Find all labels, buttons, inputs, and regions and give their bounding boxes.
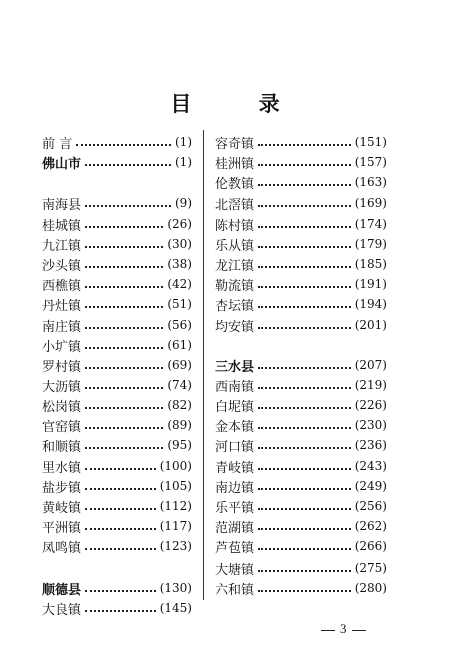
toc-entry-page: (1) xyxy=(175,155,192,169)
toc-entry-page: (56) xyxy=(167,318,192,332)
toc-entry-page: (191) xyxy=(354,277,387,291)
dot-leader xyxy=(258,387,351,389)
toc-entry xyxy=(42,152,192,172)
toc-entry-page: (163) xyxy=(354,175,387,189)
dot-leader xyxy=(258,447,351,449)
page-footer xyxy=(316,621,371,637)
toc-entry xyxy=(42,598,192,618)
footer-dash xyxy=(352,630,366,631)
toc-entry xyxy=(215,395,387,415)
toc-entry xyxy=(42,335,192,355)
toc-entry xyxy=(42,193,192,213)
toc-entry-page: (112) xyxy=(159,499,192,513)
dot-leader xyxy=(258,528,351,530)
dot-leader xyxy=(258,548,351,550)
toc-entry xyxy=(42,578,192,598)
toc-entry xyxy=(215,315,387,335)
toc-entry-name: 大塘镇 xyxy=(215,562,255,578)
toc-entry-name: 和顺镇 xyxy=(42,439,82,455)
dot-leader xyxy=(258,246,351,248)
toc-entry-name: 西南镇 xyxy=(215,379,255,395)
toc-entry-name: 南海县 xyxy=(42,197,82,213)
toc-entry xyxy=(215,355,387,375)
toc-entry-name: 平洲镇 xyxy=(42,520,82,536)
toc-entry-page: (185) xyxy=(354,257,387,271)
toc-entry-name: 沙头镇 xyxy=(42,258,82,274)
toc-entry xyxy=(42,496,192,516)
toc-entry xyxy=(42,536,192,556)
toc-entry-page: (38) xyxy=(167,257,192,271)
toc-entry-name: 松岗镇 xyxy=(42,399,82,415)
dot-leader xyxy=(258,508,351,510)
toc-entry xyxy=(215,234,387,254)
toc-entry xyxy=(42,476,192,496)
toc-entry-page: (169) xyxy=(354,196,387,210)
toc-entry xyxy=(215,193,387,213)
toc-entry xyxy=(42,315,192,335)
toc-entry-name: 芦苞镇 xyxy=(215,540,255,556)
dot-leader xyxy=(258,427,351,429)
toc-entry-name: 前 言 xyxy=(42,136,73,152)
toc-entry xyxy=(42,274,192,294)
toc-entry xyxy=(42,214,192,234)
toc-entry xyxy=(215,254,387,274)
dot-leader xyxy=(258,205,351,207)
toc-entry-page: (256) xyxy=(354,499,387,513)
toc-entry-page: (42) xyxy=(167,277,192,291)
page-title: 目 录 xyxy=(170,92,310,116)
toc-entry-name: 大良镇 xyxy=(42,602,82,618)
toc-entry-name: 南庄镇 xyxy=(42,319,82,335)
dot-leader xyxy=(85,508,156,510)
toc-entry-page: (89) xyxy=(167,418,192,432)
toc-entry xyxy=(215,516,387,536)
dot-leader xyxy=(85,387,163,389)
toc-entry-page: (100) xyxy=(159,459,192,473)
toc-entry-name: 六和镇 xyxy=(215,582,255,598)
dot-leader xyxy=(85,468,156,470)
footer-dash xyxy=(321,630,335,631)
dot-leader xyxy=(258,590,351,592)
toc-entry-name: 龙江镇 xyxy=(215,258,255,274)
toc-entry-page: (249) xyxy=(354,479,387,493)
toc-entry-page: (145) xyxy=(159,601,192,615)
dot-leader xyxy=(258,488,351,490)
toc-entry-page: (69) xyxy=(167,358,192,372)
dot-leader xyxy=(85,306,163,308)
toc-entry-name: 黄岐镇 xyxy=(42,500,82,516)
dot-leader xyxy=(85,590,156,592)
toc-entry-page: (266) xyxy=(354,539,387,553)
toc-entry xyxy=(42,294,192,314)
toc-entry-page: (95) xyxy=(167,438,192,452)
dot-leader xyxy=(85,266,163,268)
toc-entry xyxy=(42,254,192,274)
toc-entry-name: 盐步镇 xyxy=(42,480,82,496)
toc-entry xyxy=(215,294,387,314)
toc-entry xyxy=(42,375,192,395)
toc-entry-name: 佛山市 xyxy=(42,156,82,172)
dot-leader xyxy=(85,407,163,409)
toc-entry-name: 陈村镇 xyxy=(215,218,255,234)
toc-entry-page: (226) xyxy=(354,398,387,412)
toc-entry-page: (157) xyxy=(354,155,387,169)
dot-leader xyxy=(258,327,351,329)
toc-entry-page: (219) xyxy=(354,378,387,392)
toc-entry-name: 范湖镇 xyxy=(215,520,255,536)
toc-entry-page: (61) xyxy=(167,338,192,352)
dot-leader xyxy=(85,610,156,612)
toc-entry-name: 桂城镇 xyxy=(42,218,82,234)
dot-leader xyxy=(85,226,163,228)
toc-entry-page: (207) xyxy=(354,358,387,372)
dot-leader xyxy=(258,184,351,186)
toc-entry xyxy=(215,558,387,578)
column-divider xyxy=(203,130,204,600)
toc-entry xyxy=(42,395,192,415)
dot-leader xyxy=(85,205,171,207)
toc-entry xyxy=(215,496,387,516)
dot-leader xyxy=(258,144,351,146)
toc-entry xyxy=(215,132,387,152)
dot-leader xyxy=(85,488,156,490)
toc-entry-page: (236) xyxy=(354,438,387,452)
toc-entry-name: 金本镇 xyxy=(215,419,255,435)
toc-entry-name: 顺德县 xyxy=(42,582,82,598)
toc-entry xyxy=(42,516,192,536)
toc-entry-name: 罗村镇 xyxy=(42,359,82,375)
dot-leader xyxy=(258,286,351,288)
toc-entry-page: (74) xyxy=(167,378,192,392)
dot-leader xyxy=(85,347,163,349)
dot-leader xyxy=(258,468,351,470)
toc-entry-page: (26) xyxy=(167,217,192,231)
toc-entry-name: 凤鸣镇 xyxy=(42,540,82,556)
dot-leader xyxy=(85,528,156,530)
toc-entry-name: 三水县 xyxy=(215,359,255,375)
toc-entry xyxy=(215,435,387,455)
toc-entry-page: (1) xyxy=(175,135,192,149)
dot-leader xyxy=(85,246,163,248)
toc-entry-name: 北滘镇 xyxy=(215,197,255,213)
dot-leader xyxy=(258,266,351,268)
toc-entry-page: (179) xyxy=(354,237,387,251)
toc-entry xyxy=(42,234,192,254)
toc-entry xyxy=(42,435,192,455)
toc-entry-name: 伦教镇 xyxy=(215,176,255,192)
toc-entry xyxy=(215,536,387,556)
toc-entry-page: (123) xyxy=(159,539,192,553)
dot-leader xyxy=(258,570,351,572)
dot-leader xyxy=(85,286,163,288)
page-number: 3 xyxy=(340,621,347,636)
toc-entry xyxy=(42,456,192,476)
toc-entry-page: (280) xyxy=(354,581,387,595)
toc-entry xyxy=(215,214,387,234)
toc-entry-name: 桂洲镇 xyxy=(215,156,255,172)
toc-entry xyxy=(215,476,387,496)
toc-entry-name: 容奇镇 xyxy=(215,136,255,152)
dot-leader xyxy=(258,306,351,308)
toc-entry-name: 乐平镇 xyxy=(215,500,255,516)
toc-entry-page: (275) xyxy=(354,561,387,575)
dot-leader xyxy=(258,164,351,166)
toc-entry xyxy=(215,172,387,192)
toc-entry-page: (194) xyxy=(354,297,387,311)
dot-leader xyxy=(85,427,163,429)
toc-entry xyxy=(42,355,192,375)
toc-entry-name: 青岐镇 xyxy=(215,460,255,476)
dot-leader xyxy=(85,447,163,449)
toc-entry xyxy=(215,415,387,435)
toc-entry-name: 西樵镇 xyxy=(42,278,82,294)
dot-leader xyxy=(85,164,171,166)
toc-entry-name: 南边镇 xyxy=(215,480,255,496)
dot-leader xyxy=(258,226,351,228)
dot-leader xyxy=(85,548,156,550)
toc-entry xyxy=(42,132,192,152)
toc-entry-page: (174) xyxy=(354,217,387,231)
toc-entry-name: 丹灶镇 xyxy=(42,298,82,314)
toc-entry-page: (82) xyxy=(167,398,192,412)
toc-entry-name: 杏坛镇 xyxy=(215,298,255,314)
toc-entry-page: (117) xyxy=(159,519,192,533)
toc-entry-page: (51) xyxy=(167,297,192,311)
toc-entry xyxy=(215,578,387,598)
toc-entry-page: (201) xyxy=(354,318,387,332)
dot-leader xyxy=(76,144,171,146)
toc-entry-page: (30) xyxy=(167,237,192,251)
dot-leader xyxy=(258,367,351,369)
toc-entry-name: 白坭镇 xyxy=(215,399,255,415)
dot-leader xyxy=(85,367,163,369)
toc-entry xyxy=(215,152,387,172)
toc-entry-page: (262) xyxy=(354,519,387,533)
dot-leader xyxy=(85,327,163,329)
toc-entry-name: 河口镇 xyxy=(215,439,255,455)
toc-entry-page: (230) xyxy=(354,418,387,432)
toc-entry-name: 大沥镇 xyxy=(42,379,82,395)
toc-entry-page: (9) xyxy=(175,196,192,210)
dot-leader xyxy=(258,407,351,409)
toc-entry-name: 九江镇 xyxy=(42,238,82,254)
toc-entry-page: (130) xyxy=(159,581,192,595)
toc-entry xyxy=(42,415,192,435)
toc-entry xyxy=(215,375,387,395)
toc-entry-page: (243) xyxy=(354,459,387,473)
toc-entry-name: 小圹镇 xyxy=(42,339,82,355)
toc-entry-name: 勒流镇 xyxy=(215,278,255,294)
toc-entry-name: 里水镇 xyxy=(42,460,82,476)
toc-entry xyxy=(215,456,387,476)
toc-entry-name: 均安镇 xyxy=(215,319,255,335)
toc-entry-name: 乐从镇 xyxy=(215,238,255,254)
toc-entry-page: (105) xyxy=(159,479,192,493)
toc-entry xyxy=(215,274,387,294)
toc-entry-page: (151) xyxy=(354,135,387,149)
toc-entry-name: 官窑镇 xyxy=(42,419,82,435)
